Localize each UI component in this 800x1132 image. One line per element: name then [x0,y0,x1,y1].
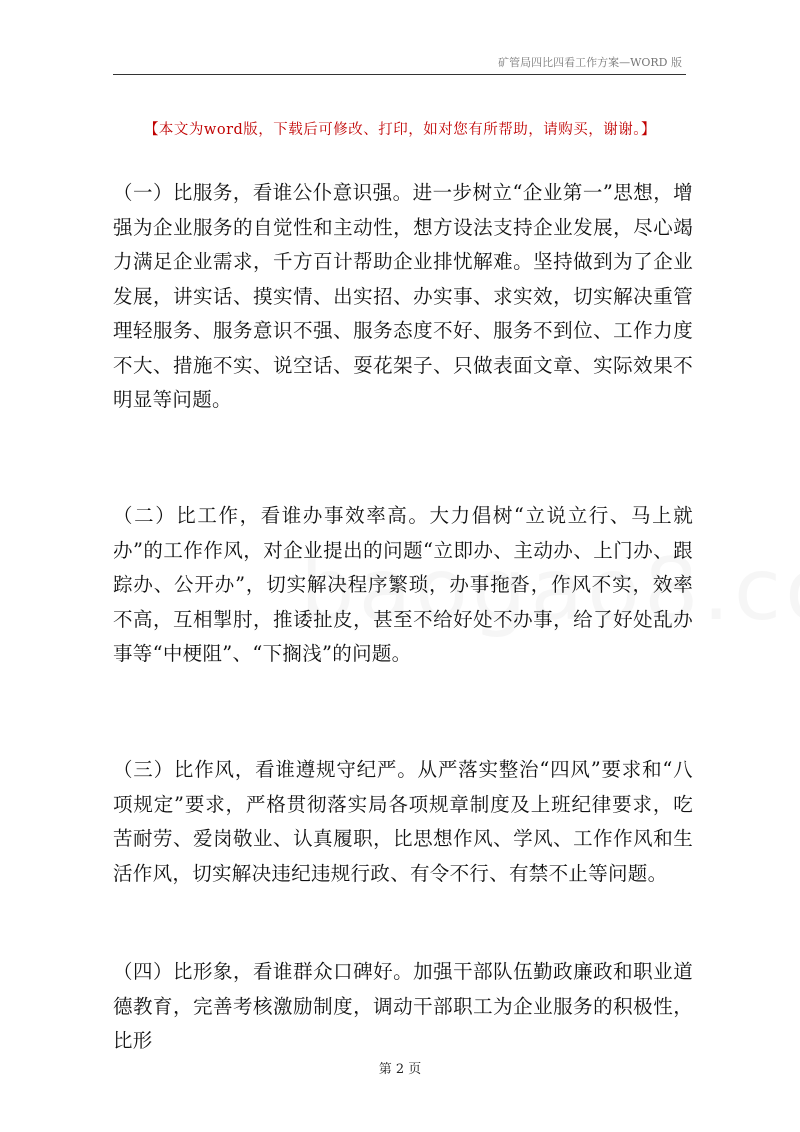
paragraph-work: （二）比工作，看谁办事效率高。大力倡树“立说立行、马上就办”的工作作风，对企业提出的问题“立即办、主动办、上门办、跟踪办、公开办”，切实解决程序繁琐，办事拖沓，作风不实，效率不高，互相掣肘，推诿扯皮，甚至不给好处不办事，给了好处乱办事等“中梗阻”、“下搁浅”的问题。 [113,504,693,665]
header-divider [113,74,686,75]
paragraph-style: （三）比作风，看谁遵规守纪严。从严落实整治“四风”要求和“八项规定”要求，严格贯彻落实局各项规章制度及上班纪律要求，吃苦耐劳、爱岗敬业、认真履职，比思想作风、学风、工作作风和生活作风，切实解决违纪违规行政、有令不行、有禁不止等问题。 [113,758,693,885]
paragraph-service: （一）比服务，看谁公仆意识强。进一步树立“企业第一”思想，增强为企业服务的自觉性和主动性，想方设法支持企业发展，尽心竭力满足企业需求，千方百计帮助企业排忧解难。坚持做到为了企业发展，讲实话、摸实情、出实招、办实事、求实效，切实解决重管理轻服务、服务意识不强、服务态度不好、服务不到位、工作力度不大、措施不实、说空话、耍花架子、只做表面文章、实际效果不明显等问题。 [113,181,693,411]
page-number: 第 2 页 [378,1062,422,1077]
document-header-title: 矿管局四比四看工作方案—WORD 版 [498,56,682,69]
paragraph-image: （四）比形象，看谁群众口碑好。加强干部队伍勤政廉政和职业道德教育，完善考核激励制度，调动干部职工为企业服务的积极性，比形 [113,960,693,1052]
watermark [300,540,800,640]
download-notice: 【本文为word版，下载后可修改、打印，如对您有所帮助，请购买，谢谢。】 [143,122,657,138]
